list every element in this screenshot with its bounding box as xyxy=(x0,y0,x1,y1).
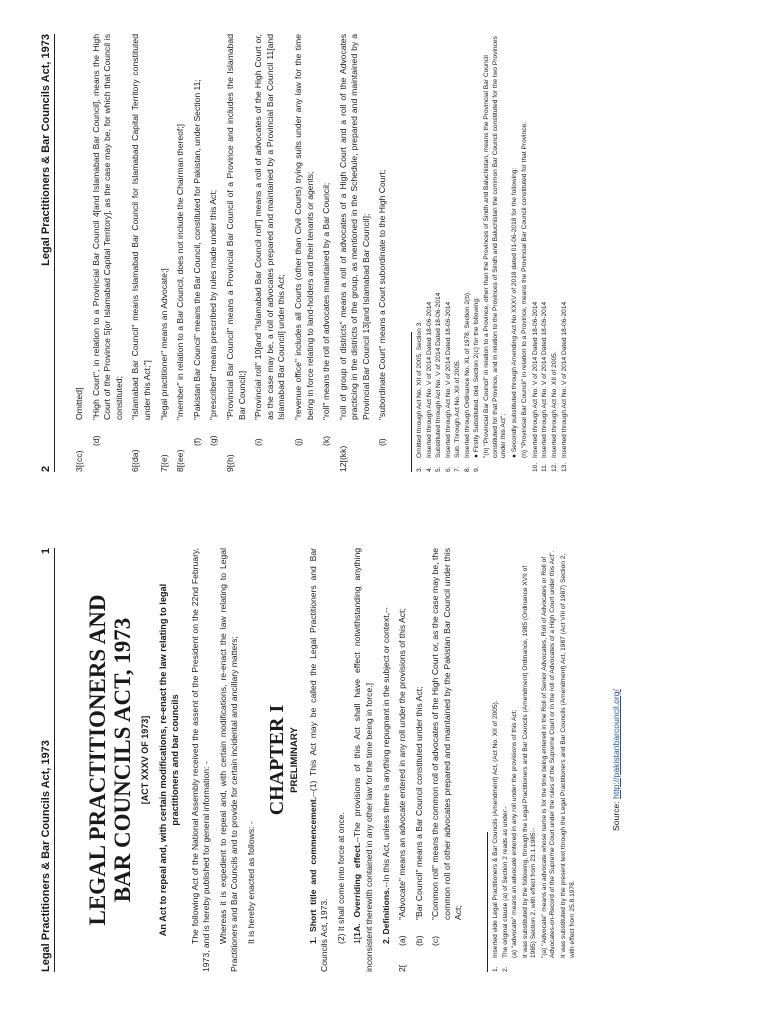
act-title xyxy=(86,548,136,972)
definition-label: (j) xyxy=(292,438,303,446)
definition-item xyxy=(321,34,333,472)
section-1a-text: --The provisions of this Act shall have effect notwithstanding anything inconsistent therewith contained in any other law for the time being in force.] xyxy=(352,547,374,972)
footnote-detail: (a) "advocate" means an advocate entered in any roll under the provisions of this Act; xyxy=(511,709,519,958)
enacted-paragraph: It is hereby enacted as follows: - xyxy=(245,821,256,944)
definition-text: "member" in relation to a Bar Council, does not include the Chairman thereof;] xyxy=(175,123,186,420)
definition-label: (g) xyxy=(208,435,219,446)
footnote-text: Inserted vide Legal Practitioners & Bar Councils (Amendment) Act, (Act No. XII of 2005). xyxy=(492,700,500,958)
footnote-separator xyxy=(487,832,488,972)
footnotes xyxy=(416,34,569,472)
footnote-number: 7. xyxy=(454,466,462,472)
footnote-text: The original clause (a) of Section 2 reads as under:- xyxy=(501,806,509,958)
footnote-detail: "(h) "Provincial Bar Council" in relation to a Province, other than the Provinces of Sindh and Baluchistan, means the Provincial Bar Council constituted for that Province, and in relation to the Provinces of Sindh and Baluchistan the common Bar Council constituted for the two Provinces under this Act"; xyxy=(483,36,508,458)
definition-mark xyxy=(253,446,288,472)
chapter-heading: CHAPTER I xyxy=(265,704,288,816)
definition-item xyxy=(293,34,316,472)
definition-text: "Pakistan Bar Council" means the Bar Council, constituted for Pakistan, under Section 11; xyxy=(191,79,202,420)
definition-text: "subordinate Court" means a Court subordinate to the High Court; xyxy=(377,169,388,420)
footnote-detail: (h) "Provincial Bar Council" in relation to a Province, means the Provincial Bar Council constituted for that Province; xyxy=(521,122,529,458)
footnote-text: Inserted through Act No. V of 2014 Dated 18-06-2014 xyxy=(541,301,549,458)
definition-text: "Bar Council" means a Bar Council constituted under this Act; xyxy=(413,686,424,920)
footnote-detail: "(a) "Advocate" means an advocate whose name is for the time being entered in the Roll of Senior Advocates, Roll of Advocates or Roll of Advocates-on-Record of the Supreme Court under the rules of the Supreme Court or in the roll of Advocates of a High Court under this Act". xyxy=(540,550,557,958)
definition-item xyxy=(130,34,153,472)
footnote xyxy=(464,34,473,472)
footnote-number: 4. xyxy=(425,466,433,472)
footnote-number: 8. xyxy=(463,466,471,472)
definition-label: (i) xyxy=(253,438,264,446)
footnote xyxy=(492,548,501,972)
title-line-1: LEGAL PRACTITIONERS AND xyxy=(85,594,110,926)
definition-text: "roll" means the roll of advocates maintained by a Bar Council; xyxy=(321,182,332,420)
definition-mark: 3[(cc) xyxy=(74,450,84,472)
footnote xyxy=(561,34,570,472)
definition-text: "High Court", in relation to a Provincial Bar Council 4[and Islamabad Bar Council], means the High Court of the Province 5[or Islamabad Capital Territory], as the case may be, for which that Council is constituted; xyxy=(90,34,124,420)
page-number: 2 xyxy=(40,465,52,472)
footnote xyxy=(473,34,482,472)
footnote-text: Inserted through Act No. V of 2014 Dated 18-06-2014 xyxy=(531,301,539,458)
definitions-list xyxy=(74,34,389,472)
footnote-number: 13. xyxy=(560,462,568,472)
footnote xyxy=(416,34,425,472)
whereas-paragraph: Whereas it is expedient to repeal and, with certain modifications, re-enact the law relating to Legal Practitioners and Bar Councils and to provide for certain incidental and ancillary matters; xyxy=(217,548,240,972)
section-2-text: --In this Act, unless there is anything repugnant in the subject or context,-- xyxy=(380,607,391,888)
definition-label: (b) xyxy=(413,935,424,946)
definition-text: "Common roll" means the common roll of advocates of the High Court or, as the case may be, the common roll of other advocates prepared and maintained by the Pakistan Bar Council under this Act; xyxy=(430,548,464,920)
definition-label xyxy=(225,420,248,446)
definition-item xyxy=(159,34,171,472)
definition-item xyxy=(338,34,373,472)
definition-text: "Provincial Bar Council" means a Provincial Bar Council of a Province and includes the Islamabad Bar Council;] xyxy=(224,34,247,420)
footnote xyxy=(454,34,463,472)
definition-item xyxy=(225,34,248,472)
page-header xyxy=(40,548,55,972)
page-number: 1 xyxy=(40,548,52,555)
definition-label xyxy=(130,420,153,446)
footnote-number: 1. xyxy=(492,966,500,972)
definition-text: "roll of group of districts" means a roll of advocates of a High Court and a roll of the Advocates practicing in the districts of the group, as mentioned in the Schedule, prepared and maintained by a Provincial Bar Council 13[and Islamabad Bar Council]; xyxy=(337,34,371,420)
definition-text: "Provincial roll" 10[and "Islamabad Bar Council roll"] means a roll of advocates of the High Court or, as the case may be, a roll of advocates prepared and maintained by a Provincial Bar Council 11[and Islamabad Bar Council] under this Act; xyxy=(253,34,287,420)
footnote-text: Inserted through Ordinance No. XL of 1978, Section 2(b). xyxy=(463,291,471,458)
definition-label: (l) xyxy=(377,438,388,446)
title-line-2: BAR COUNCILS ACT, 1973 xyxy=(109,617,135,903)
definition-item xyxy=(377,34,389,472)
definition-label: (k) xyxy=(321,435,332,446)
definition-item xyxy=(208,34,220,472)
definition-label: (d) xyxy=(90,435,101,446)
definition-mark: 8[(ee) xyxy=(175,449,186,472)
footnote-number: 5. xyxy=(435,466,443,472)
definition-label xyxy=(74,420,86,446)
footnote xyxy=(541,34,550,472)
definition-item xyxy=(414,548,426,972)
definition-mark xyxy=(414,946,426,972)
definition-text: "legal practitioner" means an Advocate;] xyxy=(158,268,169,420)
section-1 xyxy=(308,548,331,972)
definition-mark xyxy=(377,446,389,472)
definition-mark xyxy=(91,446,126,472)
footnote xyxy=(445,34,454,472)
definition-mark: 12[(kk) xyxy=(337,445,348,472)
footnote-number: 10. xyxy=(531,462,539,472)
definition-item xyxy=(74,34,86,472)
definition-label xyxy=(338,420,373,446)
footnote xyxy=(426,34,435,472)
footnote xyxy=(532,34,541,472)
section-1-heading: 1. Short title and commencement. xyxy=(307,796,318,944)
footnote-number: 6. xyxy=(444,466,452,472)
definition-mark: 7[(e) xyxy=(158,454,169,472)
definition-mark xyxy=(192,446,204,472)
footnote-text: Inserted through Act No. XII of 2005. xyxy=(550,351,558,458)
definition-item xyxy=(192,34,204,472)
source-link[interactable]: http://pakistanbarcouncil.org/ xyxy=(611,689,622,799)
source-label: Source: xyxy=(611,801,622,831)
assent-paragraph: The following Act of the National Assembly received the assent of the President on the 22nd February, 1973, and is hereby published for general information: - xyxy=(189,548,212,972)
header-title: Legal Practitioners & Bar Councils Act, 1973 xyxy=(40,740,52,972)
footnote xyxy=(551,34,560,472)
header-title: Legal Practitioners & Bar Councils Act, 1973 xyxy=(40,34,52,266)
footnote-number: 9. xyxy=(473,466,481,472)
definition-text: "Advocate" means an advocate entered in any roll under the provisions of this Act; xyxy=(397,608,408,920)
definitions-list xyxy=(397,548,465,972)
footnote-separator xyxy=(411,332,412,472)
definition-label xyxy=(159,420,171,446)
footnote-text: Sub. Through Act No. XII of 2005. xyxy=(454,359,462,458)
section-1a-heading: 1A. Overriding effect. xyxy=(352,842,363,937)
footnote-number: 3. xyxy=(416,466,424,472)
footnote-text: Inserted through Act No. V of 2014 Dated 18-06-2014 xyxy=(560,301,568,458)
definition-mark xyxy=(430,946,465,972)
footnote-detail: It was substituted by the following, through the Legal Practitioners and Bar Councils (Amendment) Ordinance, 1985 (Ordinance XVII of 1985) Section 2, with effect from 23.1.1985:- xyxy=(521,565,538,958)
page-1 xyxy=(0,512,768,1024)
section-1-2: (2) It shall come into force at once. xyxy=(335,812,346,944)
footnote-number: 12. xyxy=(550,462,558,472)
definition-mark xyxy=(293,446,316,472)
source-line xyxy=(611,548,621,972)
definition-text: "revenue office" includes all Courts (other than Civil Courts) trying suits under any law for the time being in force relating to land-holders and their tenants or agents; xyxy=(292,34,315,420)
definition-mark xyxy=(208,446,220,472)
act-number: [ACT XXXV OF 1973] xyxy=(139,715,150,805)
definition-item xyxy=(430,548,465,972)
footnotes xyxy=(492,548,577,972)
footnote-detail: ● Secondly substituted through Amending Act No XXXV of 2018 dated 01-06-2018 for the following: xyxy=(510,167,518,458)
definition-text: "Islamabad Bar Council" means Islamabad Bar Council for Islamabad Capital Territory constituted under this Act;"] xyxy=(130,34,152,420)
definition-text: Omitted] xyxy=(74,387,84,420)
definition-item xyxy=(253,34,288,472)
definition-item xyxy=(91,34,126,472)
footnote xyxy=(502,548,511,972)
definition-mark xyxy=(321,446,333,472)
definition-label: (a) xyxy=(397,935,408,946)
footnote-text: Substituted through Act No. V of 2014 Dated 18-06-2014 xyxy=(435,292,443,458)
chapter-subtitle: PRELIMINARY xyxy=(288,727,300,793)
definition-label: (f) xyxy=(191,437,202,446)
section-2-heading: 2. Definitions. xyxy=(380,887,391,944)
footnote-text: Inserted through Act No. V of 2014 Dated 18-06-2014 xyxy=(444,301,452,458)
definition-item xyxy=(175,34,187,472)
footnote-text: Inserted through Act No. V of 2014 Dated 18-06-2014 xyxy=(425,301,433,458)
section-1a-mark: 1[ xyxy=(352,936,363,944)
footnote-number: 2. xyxy=(501,966,509,972)
section-2 xyxy=(381,548,393,972)
long-title: An Act to repeal and, with certain modifications, re-enact the law relating to legal practitioners and bar councils xyxy=(157,583,180,937)
footnote xyxy=(435,34,444,472)
definition-mark: 9[(h) xyxy=(224,454,235,472)
definition-text: "prescribed" means prescribed by rules made under this Act; xyxy=(208,189,219,420)
definition-mark: 6[(da) xyxy=(130,449,141,472)
footnote-text: Omitted through Act No. XII of 2005, Section 3. xyxy=(416,320,424,458)
definition-mark: 2[ xyxy=(397,964,408,972)
footnote-number: 11. xyxy=(541,463,549,472)
definition-item xyxy=(397,548,409,972)
footnote-text: ● Firstly Substituted, ibid. Section 2(c) for the following: xyxy=(473,297,481,458)
page-header xyxy=(40,34,55,472)
section-1-text: --(1) This Act may be called the Legal Practitioners and Bar Councils Act, 1973. xyxy=(307,547,330,972)
footnote-detail: It was substituted by the present text through the Legal Practitioners and Bar Councils (Amendment) Act, 1987 (Act VIII of 1987) Section 2, with effect from 25.8.1978. xyxy=(560,553,576,958)
definition-label xyxy=(175,420,187,446)
section-1a xyxy=(352,548,375,972)
definition-label: (c) xyxy=(430,935,441,946)
